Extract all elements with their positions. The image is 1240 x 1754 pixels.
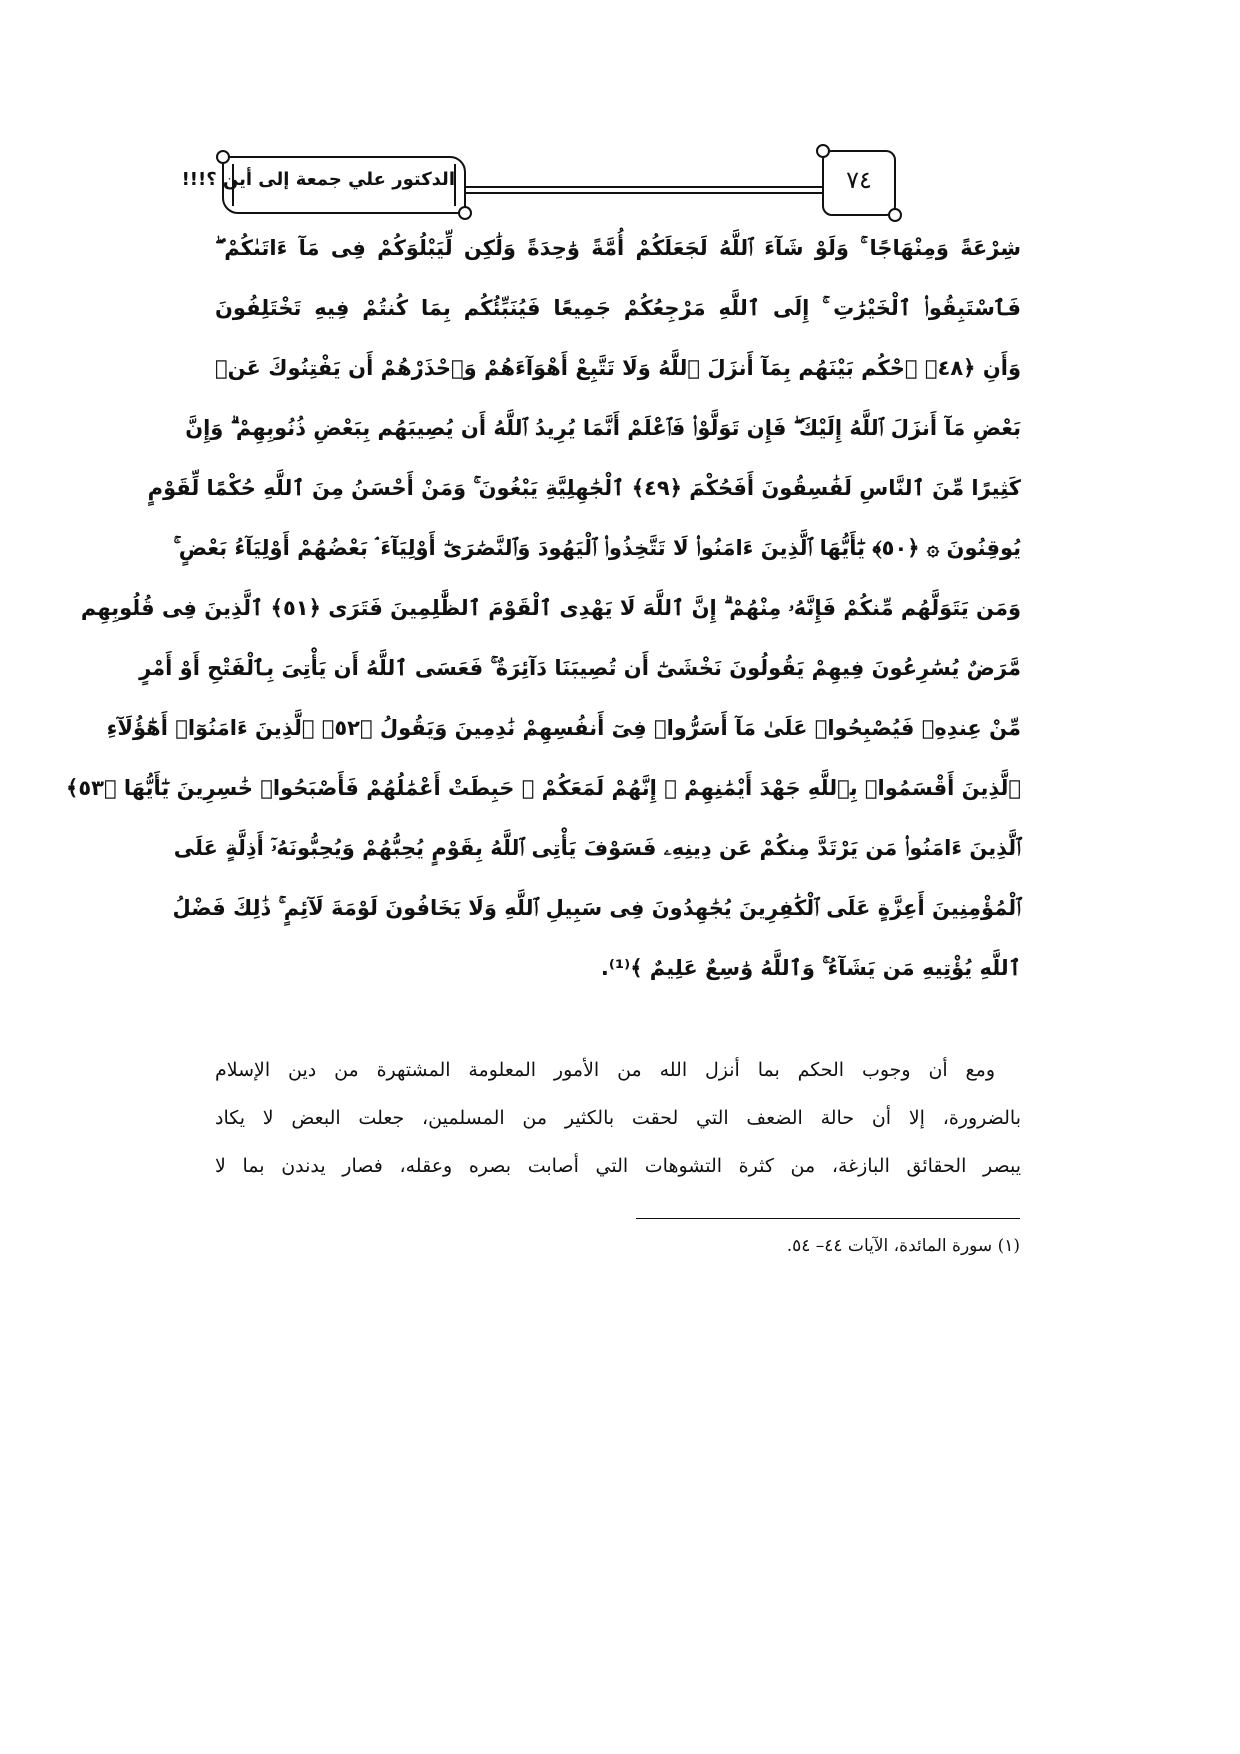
page-number: ٧٤ bbox=[846, 166, 872, 194]
running-head-title: الدكتور علي جمعة إلى أين ؟!!! bbox=[181, 169, 455, 190]
quran-verses-block bbox=[66, 220, 1022, 1000]
header-rule bbox=[452, 186, 832, 194]
verse-line-last: ٱللَّهِ يُؤْتِيهِ مَن يَشَآءُ ۚ وَٱللَّهُ وَٰسِعٌ عَلِيمٌ ﴾⁽¹⁾. bbox=[600, 956, 1021, 980]
verse-line: يُوقِنُونَ ۞ ﴿٥٠﴾ يَٰٓأَيُّهَا ٱلَّذِينَ ءَامَنُوا۟ لَا تَتَّخِذُوا۟ ٱلْيَهُودَ وَٱلنَّصَٰرَىٰٓ أَوْلِيَآءَ ۘ بَعْضُهُمْ أَوْلِيَآءُ بَعْضٍ ۚ bbox=[173, 536, 1021, 560]
paragraph-line: بالضرورة، إلا أن حالة الضعف التي لحقت بالكثير من المسلمين، جعلت البعض لا يكاد bbox=[215, 1107, 1021, 1129]
footnote-separator bbox=[636, 1218, 1020, 1219]
footnote: (١) سورة المائدة، الآيات ٤٤– ٥٤. bbox=[786, 1236, 1020, 1256]
body-paragraph bbox=[215, 1047, 1021, 1191]
verse-line: شِرْعَةً وَمِنْهَاجًا ۚ وَلَوْ شَآءَ ٱللَّهُ لَجَعَلَكُمْ أُمَّةً وَٰحِدَةً وَلَٰكِن لِّيَبْلُوَكُمْ فِى مَآ ءَاتَىٰكُمْ ۖ bbox=[215, 236, 1021, 260]
verse-line: ٱلَّذِينَ أَقْسَمُوا۟ بِٱللَّهِ جَهْدَ أَيْمَٰنِهِمْ ۙ إِنَّهُمْ لَمَعَكُمْ ۚ حَبِطَتْ أَعْمَٰلُهُمْ فَأَصْبَحُوا۟ خَٰسِرِينَ يَٰٓأَيُّهَا ﴿٥٣﴾ bbox=[66, 776, 1021, 800]
verse-line: فَٱسْتَبِقُوا۟ ٱلْخَيْرَٰتِ ۚ إِلَى ٱللَّهِ مَرْجِعُكُمْ جَمِيعًا فَيُنَبِّئُكُم بِمَا كُنتُمْ فِيهِ تَخْتَلِفُونَ bbox=[215, 296, 1021, 320]
verse-line: وَأَنِ ﴿٤٨﴾ ٱحْكُم بَيْنَهُم بِمَآ أَنزَلَ ٱللَّهُ وَلَا تَتَّبِعْ أَهْوَآءَهُمْ وَٱحْذَرْهُمْ أَن يَفْتِنُوكَ عَنۢ bbox=[215, 356, 1022, 380]
verse-line: كَثِيرًا مِّنَ ٱلنَّاسِ لَفَٰسِقُونَ أَفَحُكْمَ ﴿٤٩﴾ ٱلْجَٰهِلِيَّةِ يَبْغُونَ ۚ وَمَنْ أَحْسَنُ مِنَ ٱللَّهِ حُكْمًا لِّقَوْمٍ bbox=[147, 476, 1021, 500]
verse-line: بَعْضِ مَآ أَنزَلَ ٱللَّهُ إِلَيْكَ ۖ فَإِن تَوَلَّوْا۟ فَٱعْلَمْ أَنَّمَا يُرِيدُ ٱللَّهُ أَن يُصِيبَهُم بِبَعْضِ ذُنُوبِهِمْ ۗ وَإِنَّ bbox=[185, 416, 1021, 440]
verse-line: مِّنْ عِندِهِۦ فَيُصْبِحُوا۟ عَلَىٰ مَآ أَسَرُّوا۟ فِىٓ أَنفُسِهِمْ نَٰدِمِينَ وَيَقُولُ ﴿٥٢﴾ ٱلَّذِينَ ءَامَنُوٓا۟ أَهَٰٓؤُلَآءِ bbox=[106, 716, 1021, 740]
verse-line: وَمَن يَتَوَلَّهُم مِّنكُمْ فَإِنَّهُۥ مِنْهُمْ ۗ إِنَّ ٱللَّهَ لَا يَهْدِى ٱلْقَوْمَ ٱلظَّٰلِمِينَ فَتَرَى ﴿٥١﴾ ٱلَّذِينَ فِى قُلُوبِهِم bbox=[80, 596, 1021, 620]
paragraph-line: يبصر الحقائق البازغة، من كثرة التشوهات التي أصابت بصره وعقله، فصار يدندن بما لا bbox=[215, 1155, 1021, 1177]
verse-line: مَّرَضٌ يُسَٰرِعُونَ فِيهِمْ يَقُولُونَ نَخْشَىٰٓ أَن تُصِيبَنَا دَآئِرَةٌ ۚ فَعَسَى ٱللَّهُ أَن يَأْتِىَ بِٱلْفَتْحِ أَوْ أَمْرٍ bbox=[139, 656, 1021, 680]
verse-line: ٱلْمُؤْمِنِينَ أَعِزَّةٍ عَلَى ٱلْكَٰفِرِينَ يُجَٰهِدُونَ فِى سَبِيلِ ٱللَّهِ وَلَا يَخَافُونَ لَوْمَةَ لَآئِمٍ ۚ ذَٰلِكَ فَضْلُ bbox=[172, 896, 1021, 920]
paragraph-line: ومع أن وجوب الحكم بما أنزل الله من الأمور المعلومة المشتهرة من دين الإسلام bbox=[215, 1059, 995, 1081]
verse-line: ٱلَّذِينَ ءَامَنُوا۟ مَن يَرْتَدَّ مِنكُمْ عَن دِينِهِۦ فَسَوْفَ يَأْتِى ٱللَّهُ بِقَوْمٍ يُحِبُّهُمْ وَيُحِبُّونَهُۥٓ أَذِلَّةٍ عَلَى bbox=[173, 836, 1021, 860]
